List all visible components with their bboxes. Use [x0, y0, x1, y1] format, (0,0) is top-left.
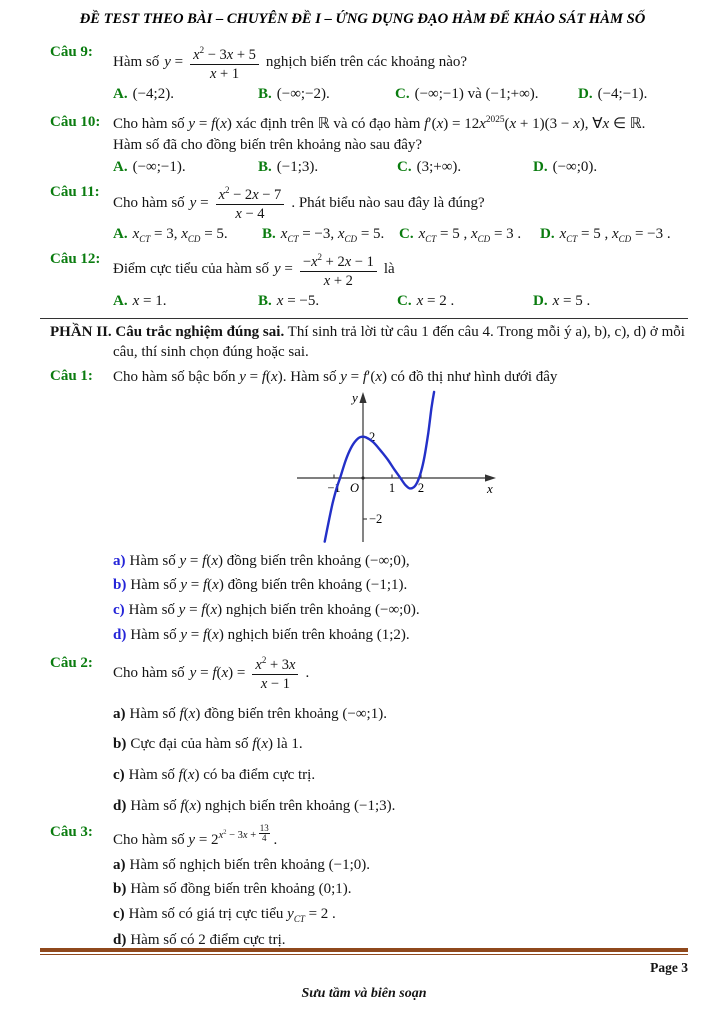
statement-letter: a): [113, 552, 126, 569]
statement-letter: c): [113, 602, 125, 619]
question-post: . Phát biểu nào sau đây là đúng?: [291, 194, 485, 211]
fraction-denominator: x + 2: [323, 272, 353, 289]
fraction-numerator: $x^2 - 2x - 7$: [216, 185, 285, 205]
statement-d: [113, 626, 689, 646]
page-footer: [40, 948, 688, 1003]
option-text: $x_{CT} = 3$, $x_{CD} = 5$.: [132, 226, 228, 245]
question-pre: Hàm số: [113, 54, 160, 71]
statement-a: [113, 705, 689, 725]
option-c: [399, 225, 540, 246]
fraction-denominator: x − 1: [260, 676, 290, 693]
option-a: [113, 85, 258, 105]
option-d: [533, 292, 689, 312]
option-letter: D.: [533, 293, 548, 310]
math-lead: y =: [189, 194, 209, 211]
option-letter: B.: [258, 293, 272, 310]
statement-b: [113, 880, 689, 900]
question-label: Câu 1:: [50, 367, 93, 384]
option-letter: A.: [113, 86, 128, 103]
spacer: [50, 545, 113, 646]
statement-letter: b): [113, 736, 127, 753]
math-lead: y =: [274, 261, 293, 278]
math-lead: y =: [164, 54, 184, 71]
fraction-denominator: x − 4: [235, 205, 265, 222]
answer-options: [113, 225, 689, 246]
option-b: [262, 225, 399, 246]
part2-heading-rest: Thí sinh trả lời từ câu 1 đến câu 4. Trong mỗi ý a), b), c), d) ở mỗi câu, thí sinh chọn đúng hoặc sai.: [113, 324, 685, 360]
statement-text: Hàm số đồng biến trên khoảng (0;1).: [130, 881, 352, 898]
statement-letter: d): [113, 798, 127, 815]
svg-text:2: 2: [369, 429, 376, 444]
question-label: Câu 12:: [50, 251, 101, 268]
math-lead: y = f(x) =: [189, 664, 246, 681]
statement-d: [113, 797, 689, 817]
p2-question-3: [0, 823, 725, 951]
p2-question-1: [0, 367, 725, 388]
statement-a: [113, 552, 689, 572]
question-text: [113, 183, 689, 223]
statement-letter: b): [113, 881, 127, 898]
statement-text: Hàm số f(x) có ba điểm cực trị.: [128, 767, 316, 784]
option-text: (−1;3).: [276, 158, 319, 175]
option-text: (−∞;−1).: [132, 158, 186, 175]
option-text: (−4;−1).: [597, 86, 648, 103]
question-12: [0, 250, 725, 312]
option-b: [258, 292, 397, 312]
statement-text: Hàm số f(x) nghịch biến trên khoảng (−1;3).: [130, 798, 396, 815]
statement-text: Hàm số f(x) đồng biến trên khoảng (−∞;1).: [129, 705, 387, 722]
option-c: [397, 158, 533, 178]
fraction: [252, 655, 298, 692]
question-text: [113, 43, 689, 83]
question-pre: Cho hàm số: [113, 664, 185, 681]
question-text-line1: Cho hàm số y = f(x) xác định trên ℝ và có đạo hàm $f'(x) = 12x^{2025}(x + 1)(3 - x)$, ∀x ∈ ℝ.: [113, 115, 646, 133]
option-text: (−4;2).: [132, 86, 174, 103]
statement-letter: c): [113, 767, 125, 784]
svg-text:x: x: [487, 480, 493, 496]
svg-text:2: 2: [417, 480, 425, 495]
option-text: $x_{CT} = 5$ , $x_{CD} = -3$ .: [559, 226, 671, 245]
option-b: [258, 85, 395, 105]
question-post: nghịch biến trên các khoảng nào?: [265, 54, 468, 71]
option-text: x = 1.: [132, 293, 167, 310]
statement-letter: d): [113, 626, 127, 643]
statement-letter: a): [113, 856, 126, 873]
statement-text: Hàm số nghịch biến trên khoảng (−1;0).: [129, 856, 370, 873]
statement-text: Hàm số y = f(x) đồng biến trên khoảng (−∞;0),: [129, 552, 410, 569]
svg-text:y: y: [352, 389, 358, 405]
question-text: [113, 250, 689, 290]
option-text: x = −5.: [276, 293, 320, 310]
fraction-numerator: $-x^2 + 2x - 1$: [300, 252, 377, 272]
question-label: Câu 3:: [50, 823, 93, 840]
question-10: [0, 113, 725, 177]
footer-credit: Sưu tầm và biên soạn: [301, 985, 427, 1001]
option-d: [533, 158, 689, 178]
option-text: (−∞;−1) và (−1;+∞).: [414, 86, 539, 103]
option-c: [395, 85, 578, 105]
part2-heading-bold: PHẦN II. Câu trắc nghiệm đúng sai.: [50, 324, 285, 341]
statement-text: Cực đại của hàm số f(x) là 1.: [130, 736, 303, 753]
option-b: [258, 158, 397, 178]
fprime-graph-svg: [291, 390, 521, 545]
question-label: Câu 10:: [50, 114, 101, 131]
option-letter: C.: [399, 226, 414, 243]
answer-options: [113, 292, 689, 312]
option-letter: C.: [395, 86, 410, 103]
p2-question-1-statements: [0, 545, 725, 646]
option-a: [113, 225, 262, 246]
option-letter: D.: [533, 158, 548, 175]
question-11: [0, 183, 725, 246]
question-text: [113, 654, 689, 694]
p2-question-2: [0, 654, 725, 817]
option-letter: D.: [540, 226, 555, 243]
option-letter: A.: [113, 293, 128, 310]
answer-options: [113, 85, 689, 105]
option-d: [578, 85, 689, 105]
question-post: là: [383, 261, 395, 278]
fraction: [300, 252, 377, 289]
question-pre: Cho hàm số: [113, 194, 185, 211]
question-label: Câu 9:: [50, 44, 93, 61]
option-text: $x_{CT} = 5$ , $x_{CD} = 3$ .: [418, 226, 522, 245]
answer-options: [113, 158, 689, 178]
option-letter: D.: [578, 86, 593, 103]
fraction: [216, 185, 285, 222]
statement-text: Hàm số có 2 điểm cực trị.: [130, 932, 286, 949]
svg-text:−1: −1: [327, 480, 341, 495]
fraction: [190, 45, 259, 82]
option-text: x = 5 .: [552, 293, 591, 310]
statement-b: [113, 576, 689, 596]
fraction-denominator: x + 1: [209, 65, 240, 82]
fraction-numerator: $x^2 - 3x + 5$: [190, 45, 259, 65]
statement-letter: b): [113, 577, 127, 594]
statement-c: [113, 766, 689, 786]
statement-a: [113, 856, 689, 876]
footer-rule: [40, 948, 688, 955]
question-pre: Điểm cực tiểu của hàm số: [113, 261, 269, 278]
question-text: Cho hàm số bậc bốn y = f(x). Hàm số y = f′(x) có đồ thị như hình dưới đây: [113, 368, 558, 385]
option-letter: B.: [262, 226, 276, 243]
svg-text:O: O: [350, 480, 360, 495]
question-9: [0, 43, 725, 105]
svg-text:1: 1: [388, 480, 396, 495]
page-title: ĐỀ TEST THEO BÀI – CHUYÊN ĐỀ I – ỨNG DỤNG ĐẠO HÀM ĐỂ KHẢO SÁT HÀM SỐ: [79, 11, 646, 27]
option-text: $x_{CT} = -3$, $x_{CD} = 5$.: [280, 226, 385, 245]
statement-letter: a): [113, 705, 126, 722]
question-label: Câu 2:: [50, 654, 93, 671]
option-letter: A.: [113, 226, 128, 243]
question-label: Câu 11:: [50, 184, 100, 201]
option-letter: A.: [113, 158, 128, 175]
question-text-line2: Hàm số đã cho đồng biến trên khoảng nào sau đây?: [113, 136, 423, 153]
statement-letter: c): [113, 906, 125, 923]
svg-text:−2: −2: [369, 511, 383, 526]
part2-heading: [0, 319, 725, 363]
statement-c: [113, 905, 689, 926]
option-letter: B.: [258, 86, 272, 103]
statement-text: Hàm số có giá trị cực tiểu $y_{CT} = 2$ .: [128, 906, 336, 925]
option-c: [397, 292, 533, 312]
page-number: Page 3: [650, 960, 688, 975]
option-text: (−∞;0).: [552, 158, 598, 175]
fprime-graph: [291, 390, 521, 545]
option-text: (3;+∞).: [416, 158, 462, 175]
statement-text: Hàm số y = f(x) đồng biến trên khoảng (−1;1).: [130, 577, 408, 594]
question-text: Cho hàm số $y = 2^{x^2 - 3x + \frac{13}{4}}$ .: [113, 822, 278, 848]
statement-text: Hàm số y = f(x) nghịch biến trên khoảng (−∞;0).: [128, 602, 420, 619]
option-text: (−∞;−2).: [276, 86, 330, 103]
fraction-numerator: $x^2 + 3x$: [252, 655, 298, 675]
statement-b: [113, 735, 689, 755]
option-letter: B.: [258, 158, 272, 175]
option-d: [540, 225, 689, 246]
option-text: x = 2 .: [416, 293, 455, 310]
question-post: .: [305, 664, 310, 681]
option-letter: C.: [397, 293, 412, 310]
statement-text: Hàm số y = f(x) nghịch biến trên khoảng (1;2).: [130, 626, 410, 643]
statement-letter: d): [113, 932, 127, 949]
option-a: [113, 158, 258, 178]
option-a: [113, 292, 258, 312]
option-letter: C.: [397, 158, 412, 175]
statement-c: [113, 601, 689, 621]
